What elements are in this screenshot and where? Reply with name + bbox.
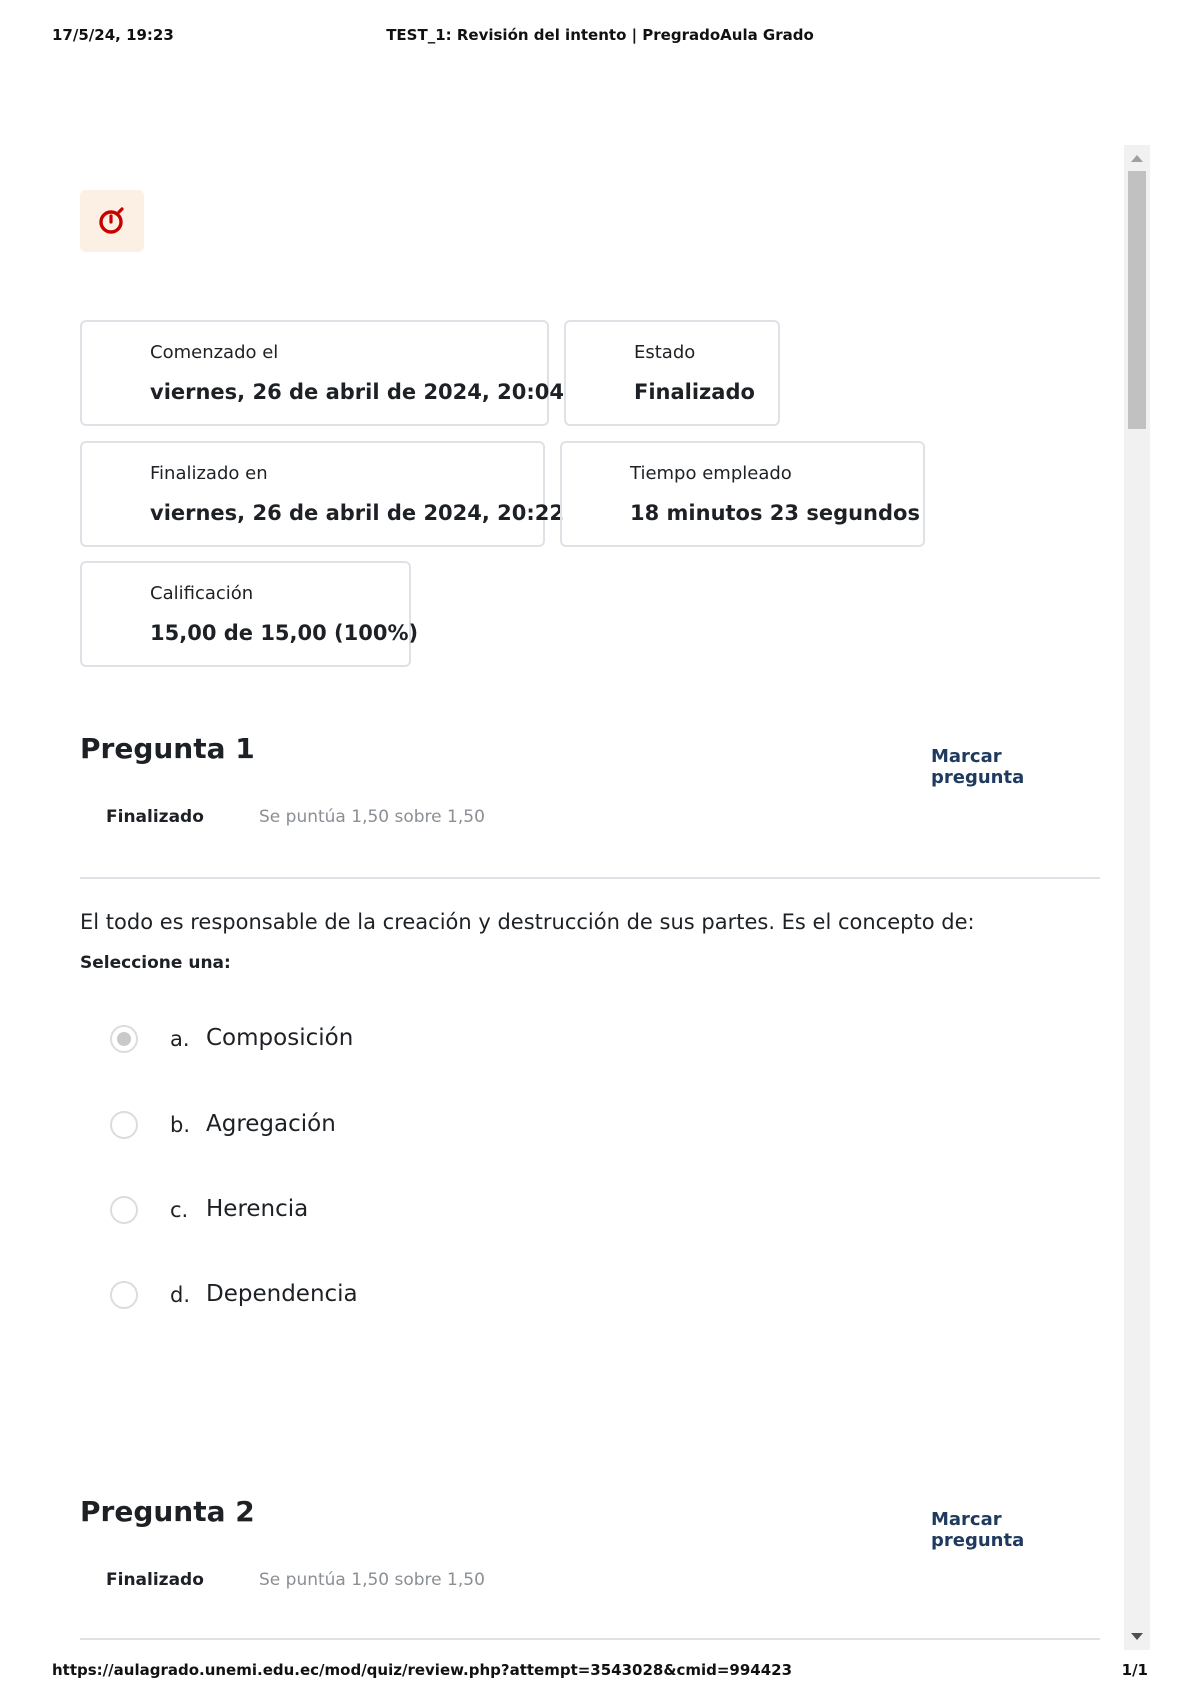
summary-completed-label: Finalizado en [150,463,268,484]
print-page-title: TEST_1: Revisión del intento | PregradoAula Grado [386,26,814,44]
summary-grade [80,561,419,667]
option-a-letter: a. [170,1027,190,1051]
summary-time-taken-value: 18 minutos 23 segundos [630,501,920,525]
print-page-number: 1/1 [1121,1661,1148,1679]
summary-state-label: Estado [634,342,696,363]
print-footer [52,1661,1148,1685]
summary-started-label: Comenzado el [150,342,279,363]
option-b-letter: b. [170,1113,191,1137]
print-date: 17/5/24, 19:23 [52,26,174,44]
summary-started-value: viernes, 26 de abril de 2024, 20:04 [150,380,565,404]
quiz-activity-icon [80,190,144,252]
stopwatch-icon [96,205,128,237]
option-d-radio[interactable] [110,1281,138,1309]
summary-time-taken-label: Tiempo empleado [630,463,792,484]
scroll-down-arrow-icon[interactable] [1131,1633,1143,1640]
summary-completed [80,441,565,547]
scrollbar-thumb[interactable] [1128,171,1146,429]
question-1-flag-link[interactable]: Marcar pregunta [931,746,1025,788]
question-2-state: Finalizado [106,1570,204,1590]
option-c-radio[interactable] [110,1196,138,1224]
option-b-radio[interactable] [110,1111,138,1139]
question-2-divider [80,1638,1100,1640]
summary-completed-value: viernes, 26 de abril de 2024, 20:22 [150,501,565,525]
summary-grade-value: 15,00 de 15,00 (100%) [150,621,419,645]
print-url: https://aulagrado.unemi.edu.ec/mod/quiz/review.php?attempt=3543028&cmid=994423 [52,1661,793,1679]
question-2-title: Pregunta 2 [80,1495,255,1528]
vertical-scrollbar[interactable] [1124,145,1150,1650]
summary-grade-label: Calificación [150,583,254,604]
question-2-flag-link[interactable]: Marcar pregunta [931,1509,1025,1551]
question-1-title: Pregunta 1 [80,732,255,765]
option-c-text: Herencia [206,1196,309,1222]
question-1-state: Finalizado [106,807,204,827]
option-d-text: Dependencia [206,1281,358,1307]
question-1-text: El todo es responsable de la creación y destrucción de sus partes. Es el concepto de: [80,910,975,934]
summary-time-taken [560,441,925,547]
option-c-letter: c. [170,1198,189,1222]
print-header [52,26,1148,50]
question-2-grade: Se puntúa 1,50 sobre 1,50 [259,1570,485,1590]
summary-state [564,320,780,426]
option-b-text: Agregación [206,1111,336,1137]
option-a-radio[interactable] [110,1025,138,1053]
option-a-text: Composición [206,1025,354,1051]
summary-started [80,320,565,426]
question-1-prompt: Seleccione una: [80,953,231,973]
question-1-grade: Se puntúa 1,50 sobre 1,50 [259,807,485,827]
option-d-letter: d. [170,1283,191,1307]
question-1-divider [80,877,1100,879]
scroll-up-arrow-icon[interactable] [1131,155,1143,162]
summary-state-value: Finalizado [634,380,755,404]
quiz-review-content [80,145,1100,1645]
